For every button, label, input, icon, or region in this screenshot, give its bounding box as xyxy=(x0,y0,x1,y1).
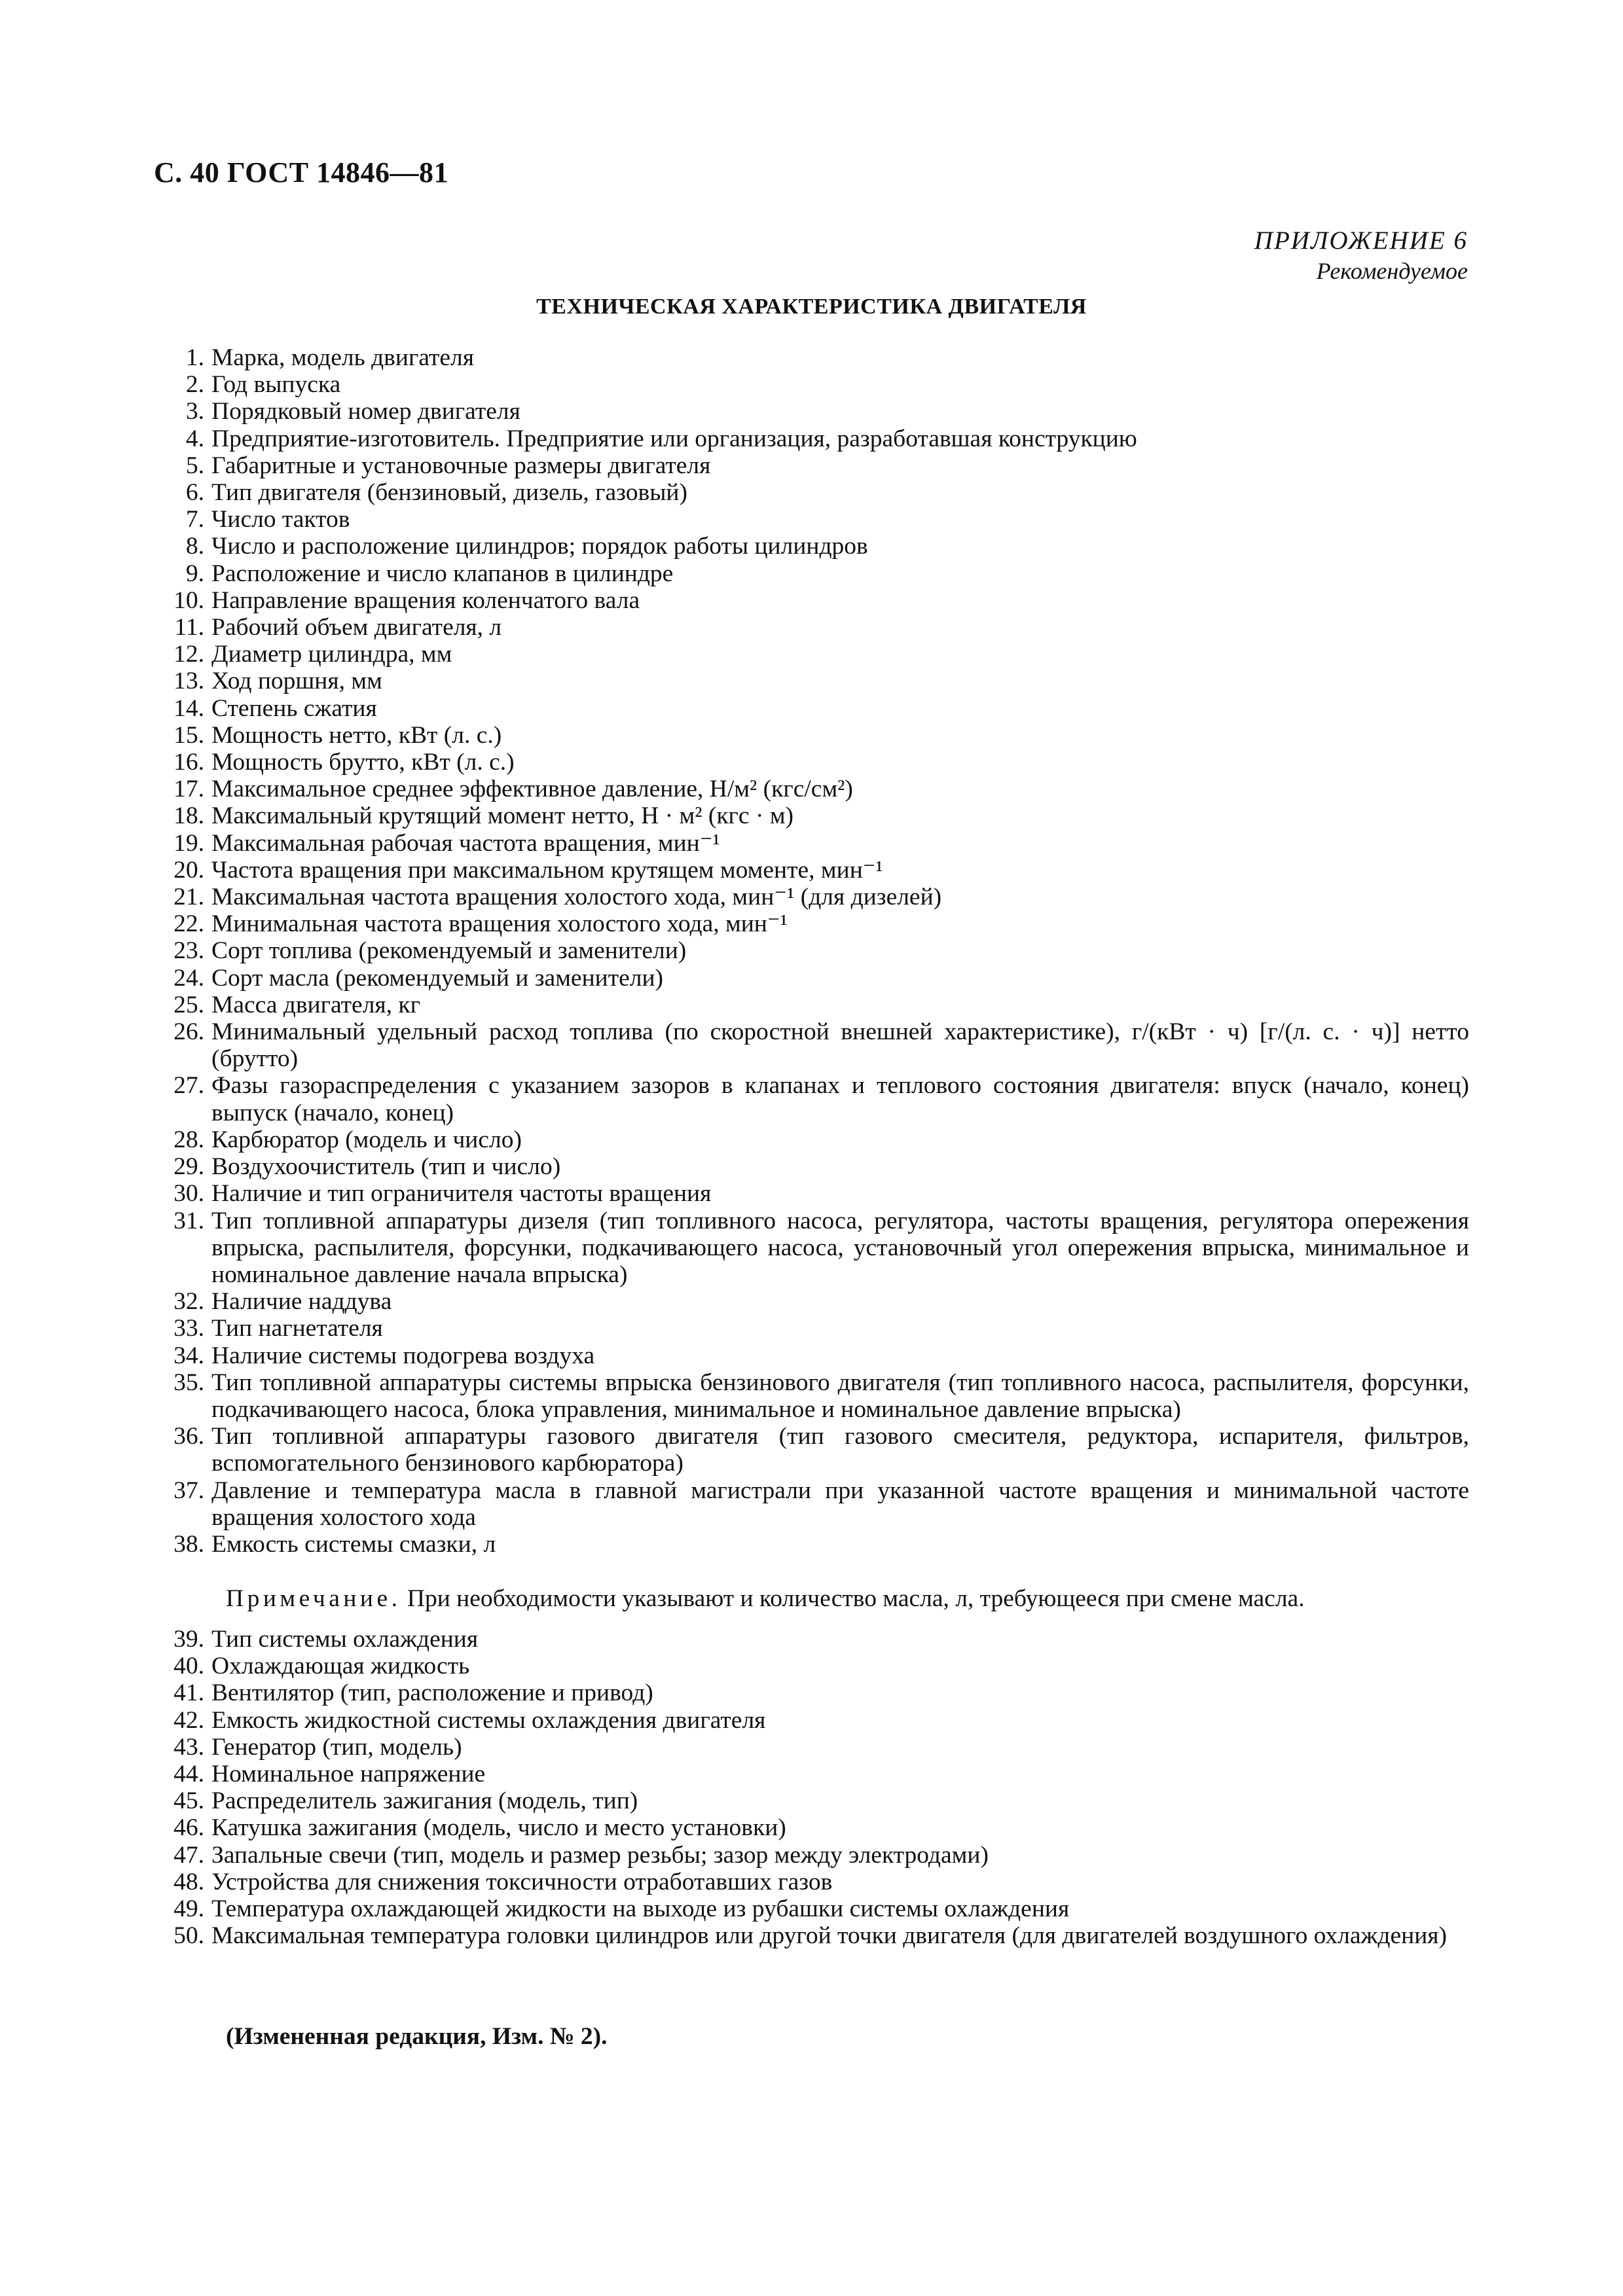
item-text: Тип топливной аппаратуры системы впрыска бензинового двигателя (тип топливного насоса, распылителя, форсунки, подкачивающего насоса, блока управления, минимальное и номинальное давление впрыска) xyxy=(211,1369,1469,1423)
list-item xyxy=(154,830,1469,857)
list-item xyxy=(154,1761,1469,1787)
item-number: 32. xyxy=(173,1288,204,1316)
list-item xyxy=(154,1288,1469,1315)
item-number: 49. xyxy=(173,1895,204,1923)
item-number: 24. xyxy=(173,964,204,992)
list-item xyxy=(154,749,1469,776)
list-item xyxy=(154,1814,1469,1841)
list-item xyxy=(154,722,1469,749)
list-item xyxy=(154,884,1469,910)
list-item xyxy=(154,1072,1469,1126)
list-item xyxy=(154,802,1469,829)
item-text: Минимальная частота вращения холостого хода, мин⁻¹ xyxy=(211,910,788,938)
item-number: 6. xyxy=(185,479,204,507)
item-text: Максимальная температура головки цилиндров или другой точки двигателя (для двигателей воздушного охлаждения) xyxy=(211,1922,1448,1950)
item-text: Температура охлаждающей жидкости на выходе из рубашки системы охлаждения xyxy=(211,1895,1070,1923)
item-text: Мощность брутто, кВт (л. с.) xyxy=(211,749,515,776)
item-text: Число тактов xyxy=(211,506,350,533)
item-number: 8. xyxy=(185,533,204,560)
list-item xyxy=(154,1423,1469,1477)
item-number: 41. xyxy=(173,1679,204,1707)
list-item xyxy=(154,1180,1469,1207)
list-item xyxy=(154,1869,1469,1895)
list-item xyxy=(154,506,1469,533)
list-item xyxy=(154,1895,1469,1922)
list-item xyxy=(154,1531,1469,1558)
note-text: При необходимости указывают и количество масла, л, требующееся при смене масла. xyxy=(401,1585,1305,1612)
item-number: 50. xyxy=(173,1922,204,1950)
appendix-block xyxy=(1254,226,1468,286)
item-text: Порядковый номер двигателя xyxy=(211,398,520,425)
item-number: 2. xyxy=(185,371,204,399)
item-text: Сорт топлива (рекомендуемый и заменители) xyxy=(211,937,687,965)
item-number: 31. xyxy=(173,1207,204,1234)
item-number: 14. xyxy=(173,694,204,722)
list-item xyxy=(154,1626,1469,1653)
list-item xyxy=(154,1787,1469,1814)
item-text: Габаритные и установочные размеры двигателя xyxy=(211,452,711,479)
list-item xyxy=(154,668,1469,694)
item-number: 42. xyxy=(173,1706,204,1734)
document-title: ТЕХНИЧЕСКАЯ ХАРАКТЕРИСТИКА ДВИГАТЕЛЯ xyxy=(536,295,1087,319)
item-text: Ход поршня, мм xyxy=(211,668,382,695)
list-item xyxy=(154,1126,1469,1153)
item-number: 34. xyxy=(173,1342,204,1369)
item-number: 1. xyxy=(185,344,204,371)
list-item xyxy=(154,1653,1469,1679)
item-number: 46. xyxy=(173,1814,204,1842)
list-item xyxy=(154,937,1469,964)
item-number: 12. xyxy=(173,641,204,668)
item-number: 10. xyxy=(173,586,204,614)
item-number: 27. xyxy=(173,1072,204,1100)
list-item xyxy=(154,398,1469,425)
list-item xyxy=(154,857,1469,884)
item-number: 25. xyxy=(173,991,204,1018)
item-text: Запальные свечи (тип, модель и размер резьбы; зазор между электродами) xyxy=(211,1841,989,1869)
item-number: 21. xyxy=(173,884,204,911)
item-number: 4. xyxy=(185,425,204,452)
list-item xyxy=(154,425,1469,452)
item-number: 30. xyxy=(173,1180,204,1208)
item-text: Тип двигателя (бензиновый, дизель, газовый) xyxy=(211,479,687,507)
item-text: Вентилятор (тип, расположение и привод) xyxy=(211,1679,653,1707)
item-number: 44. xyxy=(173,1761,204,1788)
item-text: Распределитель зажигания (модель, тип) xyxy=(211,1787,638,1815)
item-text: Расположение и число клапанов в цилиндре xyxy=(211,560,674,587)
item-text: Предприятие-изготовитель. Предприятие или организация, разработавшая конструкцию xyxy=(211,425,1137,452)
item-number: 17. xyxy=(173,776,204,803)
list-item xyxy=(154,1734,1469,1761)
item-number: 36. xyxy=(173,1423,204,1450)
list-item xyxy=(154,1679,1469,1706)
item-text: Максимальная частота вращения холостого хода, мин⁻¹ (для дизелей) xyxy=(211,884,942,911)
revision-note: (Измененная редакция, Изм. № 2). xyxy=(226,2023,608,2050)
item-number: 15. xyxy=(173,721,204,749)
item-text: Катушка зажигания (модель, число и место установки) xyxy=(211,1814,786,1842)
item-number: 37. xyxy=(173,1477,204,1504)
list-item xyxy=(154,1208,1469,1289)
item-text: Максимальный крутящий момент нетто, Н · м² (кгс · м) xyxy=(211,802,794,830)
list-item xyxy=(154,1018,1469,1072)
list-item xyxy=(154,614,1469,641)
item-text: Емкость системы смазки, л xyxy=(211,1530,496,1558)
item-number: 48. xyxy=(173,1868,204,1895)
item-text: Генератор (тип, модель) xyxy=(211,1733,462,1761)
list-item xyxy=(154,695,1469,722)
item-number: 13. xyxy=(173,668,204,695)
item-text: Наличие системы подогрева воздуха xyxy=(211,1342,595,1369)
item-text: Тип топливной аппаратуры дизеля (тип топливного насоса, регулятора, частоты вращения, регулятора опережения впрыска, распылителя, форсунки, подкачивающего насоса, установочный угол опережения впрыска, минимальное и номинальное давление начала впрыска) xyxy=(211,1207,1469,1288)
item-number: 29. xyxy=(173,1153,204,1181)
item-text: Устройства для снижения токсичности отработавших газов xyxy=(211,1868,833,1895)
item-number: 47. xyxy=(173,1841,204,1869)
item-text: Давление и температура масла в главной магистрали при указанной частоте вращения и минимальной частоте вращения холостого хода xyxy=(211,1477,1469,1531)
appendix-label: ПРИЛОЖЕНИЕ 6 xyxy=(1254,226,1468,255)
list-item xyxy=(154,1707,1469,1734)
item-number: 40. xyxy=(173,1653,204,1680)
item-number: 26. xyxy=(173,1018,204,1046)
item-text: Масса двигателя, кг xyxy=(211,991,421,1018)
running-head: С. 40 ГОСТ 14846—81 xyxy=(154,156,449,188)
characteristics-list-part2 xyxy=(154,1626,1469,1949)
item-number: 5. xyxy=(185,452,204,479)
note xyxy=(226,1585,1305,1612)
item-text: Воздухоочиститель (тип и число) xyxy=(211,1153,561,1181)
item-number: 35. xyxy=(173,1369,204,1396)
item-text: Число и расположение цилиндров; порядок работы цилиндров xyxy=(211,533,868,560)
list-item xyxy=(154,1342,1469,1369)
item-text: Год выпуска xyxy=(211,371,341,399)
item-text: Степень сжатия xyxy=(211,694,377,722)
list-item xyxy=(154,452,1469,479)
item-number: 16. xyxy=(173,749,204,776)
item-number: 3. xyxy=(185,398,204,425)
characteristics-list-part1 xyxy=(154,344,1469,1558)
item-text: Номинальное напряжение xyxy=(211,1761,486,1788)
list-item xyxy=(154,533,1469,560)
item-text: Максимальная рабочая частота вращения, мин⁻¹ xyxy=(211,829,720,857)
list-item xyxy=(154,641,1469,668)
item-number: 18. xyxy=(173,802,204,830)
list-item xyxy=(154,371,1469,398)
item-number: 23. xyxy=(173,937,204,965)
item-number: 38. xyxy=(173,1530,204,1558)
item-number: 43. xyxy=(173,1733,204,1761)
item-number: 33. xyxy=(173,1315,204,1342)
item-text: Карбюратор (модель и число) xyxy=(211,1126,522,1153)
item-text: Тип нагнетателя xyxy=(211,1315,383,1342)
list-item xyxy=(154,992,1469,1018)
item-text: Тип системы охлаждения xyxy=(211,1626,479,1653)
item-number: 19. xyxy=(173,829,204,857)
item-number: 39. xyxy=(173,1626,204,1653)
item-number: 7. xyxy=(185,506,204,533)
item-number: 11. xyxy=(174,614,204,641)
item-text: Емкость жидкостной системы охлаждения двигателя xyxy=(211,1706,766,1734)
list-item xyxy=(154,344,1469,371)
item-number: 20. xyxy=(173,856,204,884)
list-item xyxy=(154,479,1469,506)
item-text: Рабочий объем двигателя, л xyxy=(211,614,502,641)
list-item xyxy=(154,1477,1469,1531)
item-number: 22. xyxy=(173,910,204,938)
list-item xyxy=(154,965,1469,992)
list-item xyxy=(154,560,1469,587)
item-text: Максимальное среднее эффективное давление, Н/м² (кгс/см²) xyxy=(211,776,853,803)
list-item xyxy=(154,1315,1469,1342)
item-text: Минимальный удельный расход топлива (по скоростной внешней характеристике), г/(кВт · ч) [г/(л. с. · ч)] нетто (брутто) xyxy=(211,1018,1469,1073)
item-number: 45. xyxy=(173,1787,204,1815)
list-item xyxy=(154,1922,1469,1949)
list-item xyxy=(154,1369,1469,1423)
note-label: Примечание. xyxy=(226,1585,401,1612)
list-item xyxy=(154,776,1469,802)
item-text: Марка, модель двигателя xyxy=(211,344,475,371)
item-text: Наличие наддува xyxy=(211,1288,392,1316)
list-item xyxy=(154,1842,1469,1869)
item-number: 28. xyxy=(173,1126,204,1153)
item-text: Охлаждающая жидкость xyxy=(211,1653,470,1680)
item-text: Сорт масла (рекомендуемый и заменители) xyxy=(211,964,664,992)
item-text: Мощность нетто, кВт (л. с.) xyxy=(211,721,502,749)
item-text: Фазы газораспределения с указанием зазоров в клапанах и теплового состояния двигателя: впуск (начало, конец) выпуск (начало, конец) xyxy=(211,1072,1469,1126)
list-item xyxy=(154,910,1469,937)
item-text: Тип топливной аппаратуры газового двигателя (тип газового смесителя, редуктора, испарителя, фильтров, вспомогательного бензинового карбюратора) xyxy=(211,1423,1469,1477)
list-item xyxy=(154,1153,1469,1180)
item-text: Наличие и тип ограничителя частоты вращения xyxy=(211,1180,712,1208)
list-item xyxy=(154,587,1469,614)
item-text: Направление вращения коленчатого вала xyxy=(211,586,640,614)
item-number: 9. xyxy=(185,560,204,587)
appendix-status: Рекомендуемое xyxy=(1316,258,1468,284)
item-text: Частота вращения при максимальном крутящем моменте, мин⁻¹ xyxy=(211,856,883,884)
item-text: Диаметр цилиндра, мм xyxy=(211,641,452,668)
